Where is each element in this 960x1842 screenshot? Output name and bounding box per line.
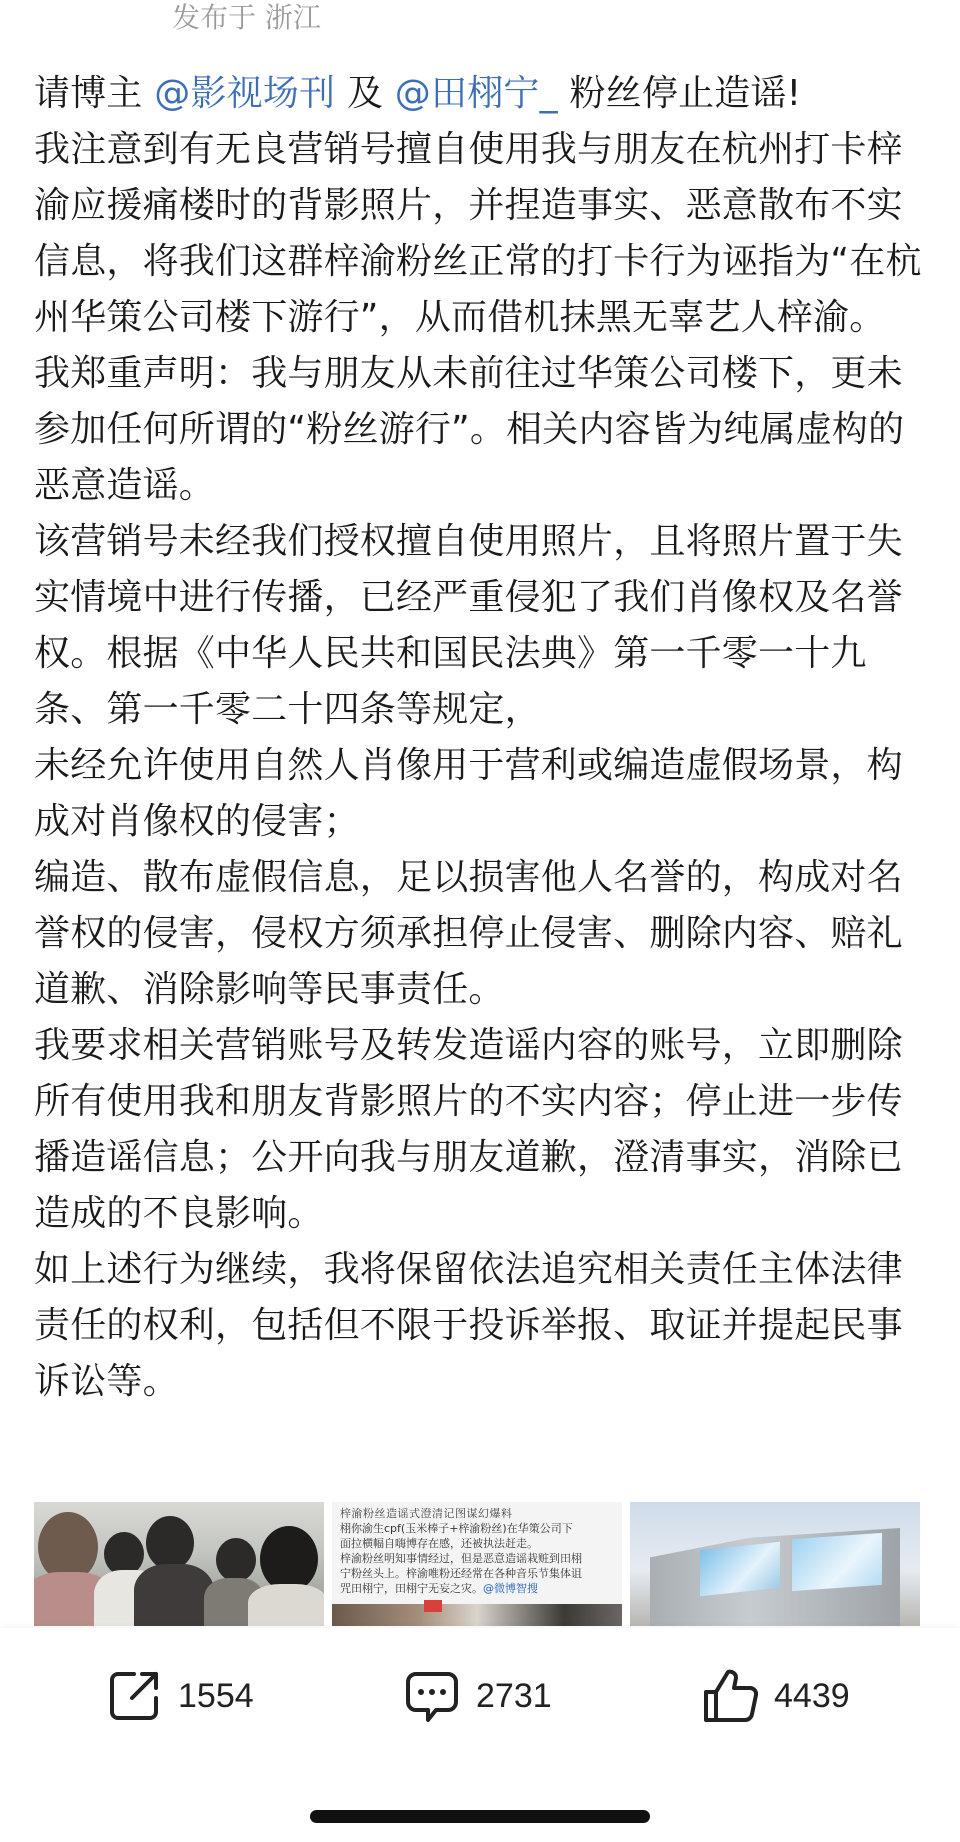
share-icon [104, 1666, 164, 1726]
post-paragraph-4: 该营销号未经我们授权擅自使用照片，且将照片置于失实情境中进行传播，已经严重侵犯了我们肖像权及名誉权。根据《中华人民共和国民法典》第一千零一十九条、第一千零二十四条等规定， [34, 521, 903, 730]
image-text-line: 栩你渝生cpf(玉米棒子+梓渝粉丝)在华策公司下 [340, 1522, 573, 1535]
post-paragraph-7: 我要求相关营销账号及转发造谣内容的账号，立即删除所有使用我和朋友背影照片的不实内容；停止进一步传播造谣信息；公开向我与朋友道歉，澄清事实，消除已造成的不良影响。 [34, 1025, 903, 1234]
text-conj: 及 [346, 73, 384, 114]
action-bar [0, 1628, 960, 1762]
image-text-tag: @微博智搜 [483, 1582, 538, 1595]
home-indicator[interactable] [310, 1810, 650, 1823]
post-paragraph-6: 编造、散布虚假信息，足以损害他人名誉的，构成对名誉权的侵害，侵权方须承担停止侵害、删除内容、赔礼道歉、消除影响等民事责任。 [34, 857, 903, 1010]
image-text-line [340, 1581, 614, 1596]
image-grid [34, 1502, 926, 1626]
photo-figure [260, 1526, 318, 1592]
image-photo-strip [332, 1604, 622, 1626]
text-suffix: 粉丝停止造谣! [569, 73, 802, 114]
thumbs-up-icon [700, 1666, 760, 1726]
text-prefix: 请博主 [34, 73, 143, 114]
image-text-line: 面拉横幅自嗨博存在感，还被执法赶走。 [340, 1537, 538, 1550]
image-text-line: 宁粉丝头上。梓渝唯粉还经常在各种音乐节集体诅 [340, 1567, 582, 1580]
photo-figure [146, 1516, 194, 1570]
post-body [34, 66, 926, 1410]
post-paragraph-2: 我注意到有无良营销号擅自使用我与朋友在杭州打卡梓渝应援痛楼时的背影照片，并捏造事实、恶意散布不实信息，将我们这群梓渝粉丝正常的打卡行为诬指为“在杭州华策公司楼下游行”，从而借机抹黑无辜艺人梓渝。 [34, 129, 922, 338]
post-paragraph-8: 如上述行为继续，我将保留依法追究相关责任主体法律责任的权利，包括但不限于投诉举报、取证并提起民事诉讼等。 [34, 1249, 903, 1402]
mention-link-yingshichangkan[interactable]: @影视场刊 [154, 73, 336, 114]
mention-link-tianxuning[interactable]: @田栩宁_ [394, 73, 558, 114]
image-red-marker [424, 1600, 442, 1612]
post-image-2[interactable] [332, 1502, 622, 1626]
post-paragraph-3: 我郑重声明：我与朋友从未前往过华策公司楼下，更未参加任何所谓的“粉丝游行”。相关内容皆为纯属虚构的恶意造谣。 [34, 353, 905, 506]
photo-figure [134, 1564, 214, 1626]
photo-figure [248, 1584, 324, 1626]
post-location: 发布于 浙江 [172, 1, 321, 34]
post-paragraph-1 [34, 66, 926, 122]
comment-button[interactable] [402, 1666, 552, 1726]
post-image-1[interactable] [34, 1502, 324, 1626]
comment-icon [402, 1666, 462, 1726]
like-count: 4439 [774, 1676, 850, 1715]
photo-billboard [792, 1533, 882, 1591]
post-image-3[interactable] [630, 1502, 920, 1626]
post-paragraph-5: 未经允许使用自然人肖像用于营利或编造虚假场景，构成对肖像权的侵害； [34, 745, 903, 842]
share-count: 1554 [178, 1676, 254, 1715]
like-button[interactable] [700, 1666, 850, 1726]
image-text-line: 梓渝粉丝明知事情经过，但是恶意造谣栽赃到田栩 [340, 1552, 582, 1565]
share-button[interactable] [104, 1666, 254, 1726]
image-text-line: 梓渝粉丝造谣式澄清记图谋幻爆料 [340, 1507, 513, 1520]
comment-count: 2731 [476, 1676, 552, 1715]
image-text-tail: 咒田栩宁，田栩宁无妄之灾。 [340, 1582, 483, 1595]
photo-figure [216, 1538, 256, 1582]
photo-billboard [700, 1542, 780, 1596]
